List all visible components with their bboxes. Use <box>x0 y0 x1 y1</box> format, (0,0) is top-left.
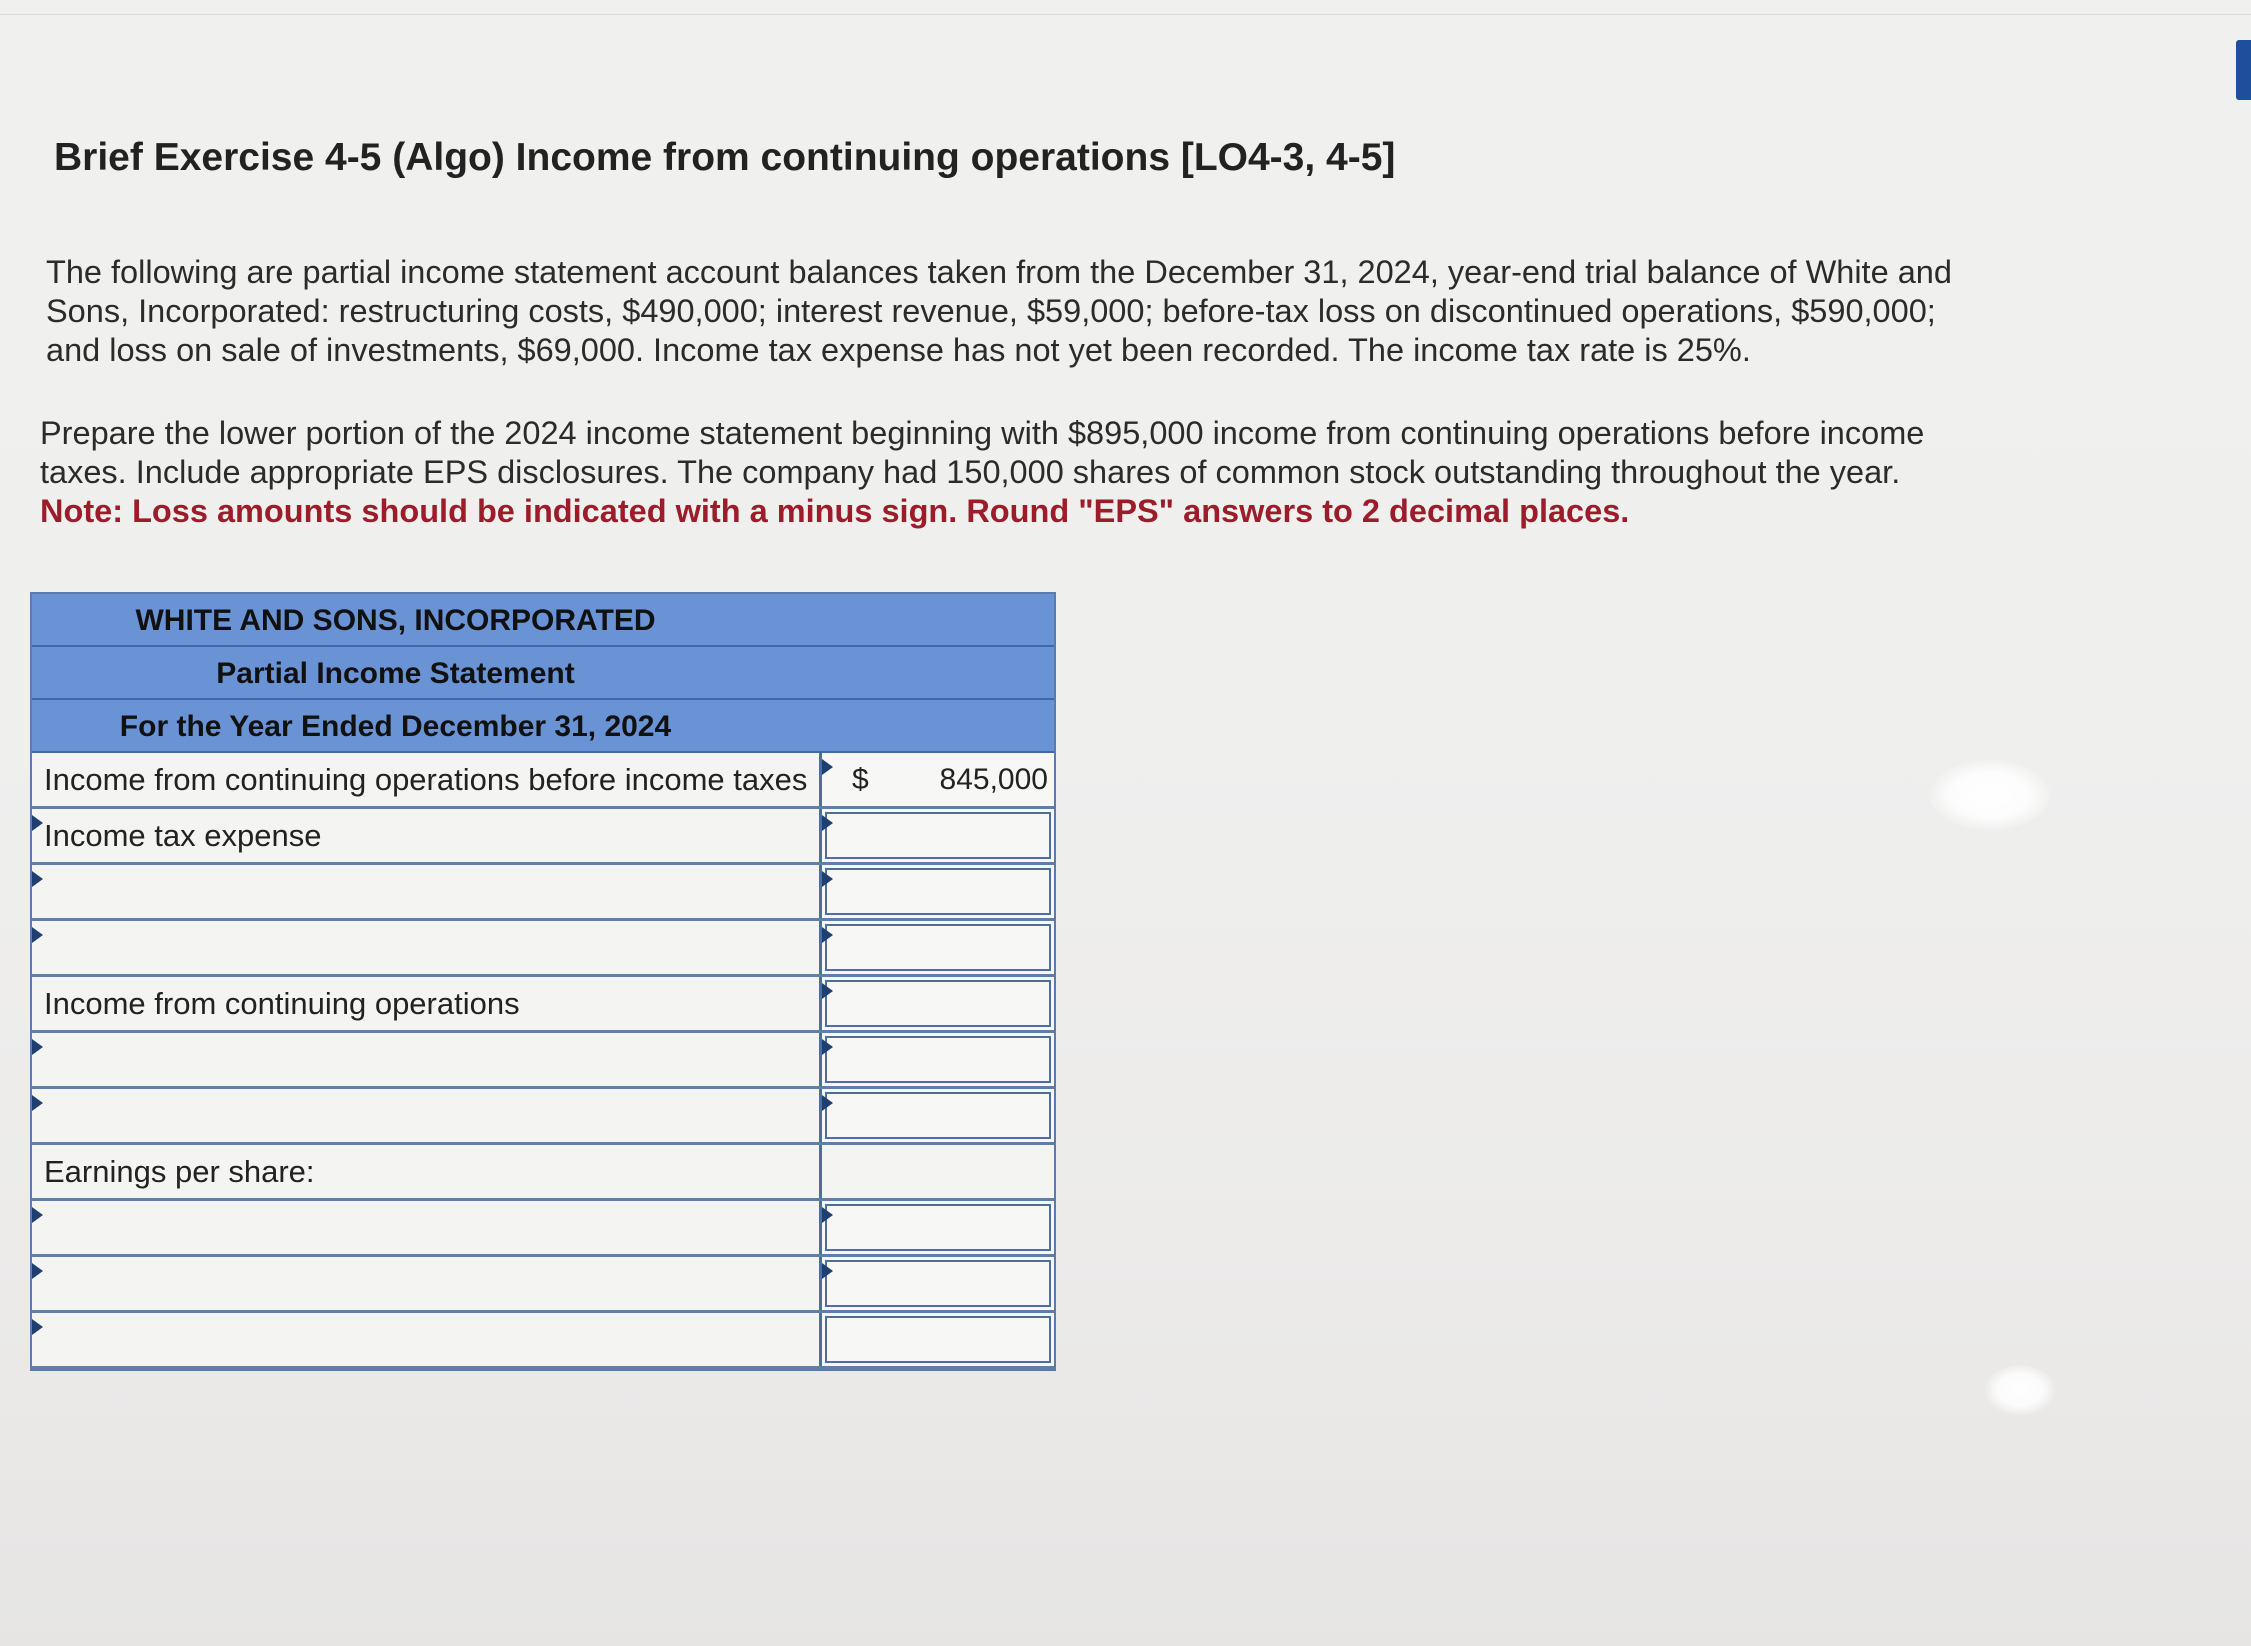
dropdown-arrow-icon <box>32 1263 43 1279</box>
statement-name-header: Partial Income Statement <box>32 647 1054 700</box>
amount-input[interactable] <box>822 1313 1054 1366</box>
row-label-dropdown[interactable] <box>32 921 822 974</box>
row-label-text: Income from continuing operations <box>44 985 520 1021</box>
row-label-dropdown[interactable] <box>32 1089 822 1142</box>
table-row <box>32 1089 1054 1145</box>
row-label-dropdown[interactable] <box>32 1201 822 1254</box>
dropdown-arrow-icon <box>32 871 43 887</box>
screen-glare <box>1985 1365 2055 1415</box>
dropdown-arrow-icon <box>822 1263 833 1279</box>
table-row <box>32 865 1054 921</box>
amount-input[interactable] <box>822 1201 1054 1254</box>
dropdown-arrow-icon <box>822 983 833 999</box>
dropdown-arrow-icon <box>822 1039 833 1055</box>
table-row <box>32 1257 1054 1313</box>
amount-input[interactable] <box>822 977 1054 1030</box>
amount-input[interactable] <box>822 1033 1054 1086</box>
row-label-text: Income from continuing operations before income taxes <box>44 761 808 797</box>
problem-instructions <box>40 414 1924 531</box>
table-row <box>32 977 1054 1033</box>
dropdown-arrow-icon <box>32 1207 43 1223</box>
dropdown-arrow-icon <box>32 1039 43 1055</box>
table-row <box>32 1145 1054 1201</box>
dropdown-arrow-icon <box>32 927 43 943</box>
screen-glare <box>1930 760 2050 830</box>
amount-cell <box>822 1145 1054 1198</box>
table-row <box>32 1313 1054 1369</box>
table-row <box>32 921 1054 977</box>
scroll-indicator[interactable] <box>2236 40 2251 100</box>
table-row <box>32 1033 1054 1089</box>
currency-symbol: $ <box>852 762 869 796</box>
amount-input[interactable] <box>822 921 1054 974</box>
table-row <box>32 753 1054 809</box>
dropdown-arrow-icon <box>32 815 43 831</box>
dropdown-arrow-icon <box>32 1319 43 1335</box>
dropdown-arrow-icon <box>822 759 833 775</box>
dropdown-arrow-icon <box>822 871 833 887</box>
top-divider <box>0 14 2251 15</box>
description-line: Sons, Incorporated: restructuring costs, $490,000; interest revenue, $59,000; before-tax loss on discontinued operations, $590,000; <box>46 293 1936 329</box>
row-label-dropdown[interactable] <box>32 1257 822 1310</box>
dropdown-arrow-icon <box>822 927 833 943</box>
exercise-title: Brief Exercise 4-5 (Algo) Income from continuing operations [LO4-3, 4-5] <box>54 136 1396 179</box>
dropdown-arrow-icon <box>822 815 833 831</box>
amount-value: 845,000 <box>939 762 1048 796</box>
dropdown-arrow-icon <box>822 1095 833 1111</box>
amount-input[interactable] <box>822 809 1054 862</box>
row-label-dropdown[interactable] <box>32 809 822 862</box>
description-line: and loss on sale of investments, $69,000. Income tax expense has not yet been recorded. The income tax rate is 25%. <box>46 332 1751 368</box>
description-line: The following are partial income statement account balances taken from the December 31, 2024, year-end trial balance of White and <box>46 254 1952 290</box>
table-row <box>32 809 1054 865</box>
row-label <box>32 1145 822 1198</box>
instruction-note: Note: Loss amounts should be indicated with a minus sign. Round "EPS" answers to 2 decimal places. <box>40 493 1630 529</box>
row-label <box>32 977 822 1030</box>
row-label-text: Income tax expense <box>44 817 322 853</box>
amount-input[interactable] <box>822 1089 1054 1142</box>
row-label-dropdown[interactable] <box>32 865 822 918</box>
row-label <box>32 753 822 806</box>
row-label-dropdown[interactable] <box>32 1033 822 1086</box>
row-label-dropdown[interactable] <box>32 1313 822 1366</box>
company-name-header: WHITE AND SONS, INCORPORATED <box>32 594 1054 647</box>
instruction-line: Prepare the lower portion of the 2024 income statement beginning with $895,000 income from continuing operations before income <box>40 415 1925 451</box>
amount-cell <box>822 753 1054 806</box>
amount-input[interactable] <box>822 1257 1054 1310</box>
income-statement-table <box>30 592 1056 1371</box>
amount-input[interactable] <box>822 865 1054 918</box>
row-label-text: Earnings per share: <box>44 1153 315 1189</box>
dropdown-arrow-icon <box>32 1095 43 1111</box>
problem-description <box>46 253 1952 370</box>
instruction-line: taxes. Include appropriate EPS disclosures. The company had 150,000 shares of common stock outstanding throughout the year. <box>40 454 1901 490</box>
period-header: For the Year Ended December 31, 2024 <box>32 700 1054 753</box>
dropdown-arrow-icon <box>822 1207 833 1223</box>
table-row <box>32 1201 1054 1257</box>
